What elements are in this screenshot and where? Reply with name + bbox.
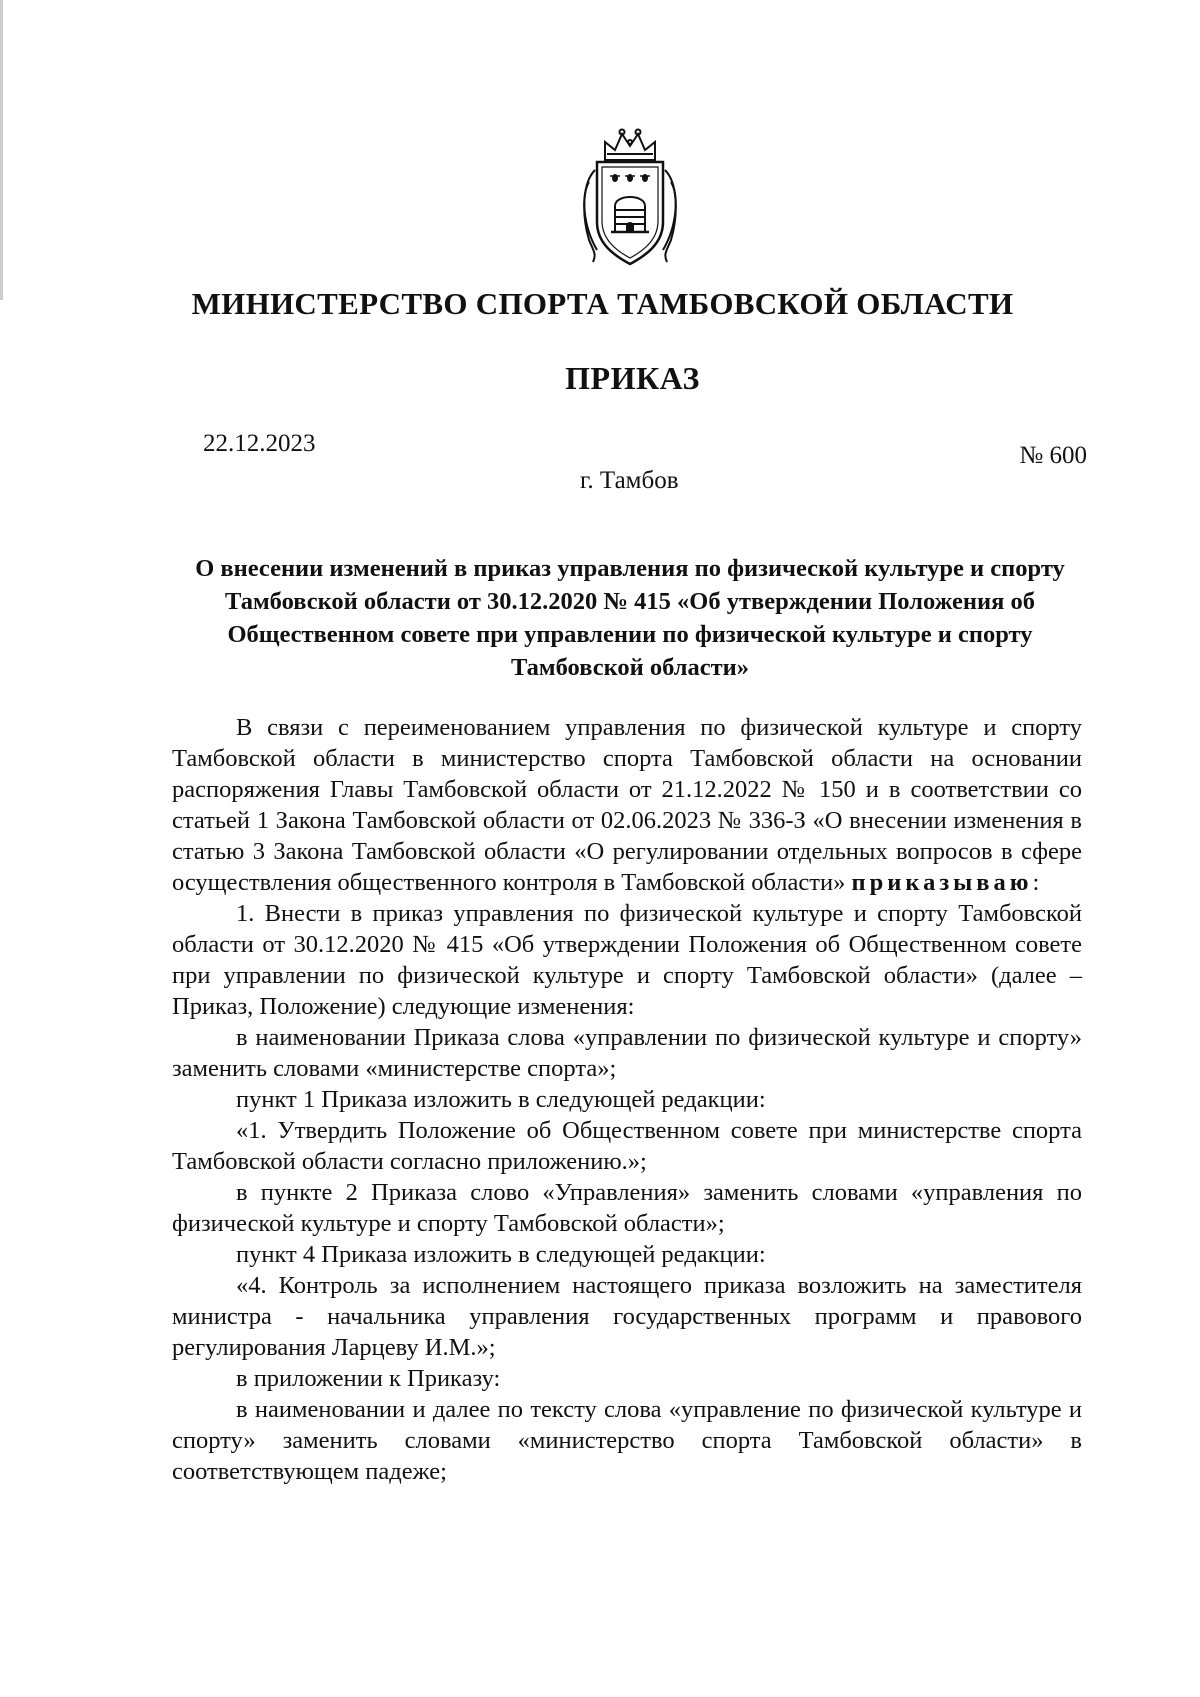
order-number: № 600 — [1019, 442, 1087, 469]
coat-of-arms-icon — [575, 122, 685, 272]
order-word: приказываю — [851, 869, 1033, 896]
body-paragraph: 1. Внести в приказ управления по физической культуре и спорту Тамбовской области от 30.12.2020 № 415 «Об утверждении Положения об Общественном совете при управлении по физической культуре и спорту Тамбовской области» (далее – Приказ, Положение) следующие изменения: — [172, 900, 1082, 1020]
body-paragraph: пункт 1 Приказа изложить в следующей редакции: — [236, 1086, 766, 1113]
intro-text: В связи с переименованием управления по физической культуре и спорту Тамбовской области в министерство спорта Тамбовской области на основании распоряжения Главы Тамбовской области от 21.12.2022 № 150 и в соответствии со статьей 1 Закона Тамбовской области от 02.06.2023 № 336-З «О внесении изменения в статью 3 Закона Тамбовской области «О регулировании отдельных вопросов в сфере осуществления общественного контроля в Тамбовской области» — [172, 714, 1082, 896]
order-body — [172, 712, 1082, 1487]
body-paragraph: «1. Утвердить Положение об Общественном совете при министерстве спорта Тамбовской области согласно приложению.»; — [172, 1117, 1082, 1175]
intro-paragraph: В связи с переименованием управления по физической культуре и спорту Тамбовской области в министерство спорта Тамбовской области на основании распоряжения Главы Тамбовской области от 21.12.2022 № 150 и в соответствии со статьей 1 Закона Тамбовской области от 02.06.2023 № 336-З «О внесении изменения в статью 3 Закона Тамбовской области «О регулировании отдельных вопросов в сфере осуществления общественного контроля в Тамбовской области» приказываю: — [172, 714, 1082, 896]
ministry-title: МИНИСТЕРСТВО СПОРТА ТАМБОВСКОЙ ОБЛАСТИ — [191, 286, 1014, 321]
order-subject: О внесении изменений в приказ управления по физической культуре и спорту Тамбовской области от 30.12.2020 № 415 «Об утверждении Положения об Общественном совете при управлении по физической культуре и спорту Тамбовской области» — [195, 555, 1065, 681]
body-paragraph: в пункте 2 Приказа слово «Управления» заменить словами «управления по физической культуре и спорту Тамбовской области»; — [172, 1179, 1082, 1237]
body-paragraph: в наименовании Приказа слова «управлении по физической культуре и спорту» заменить словами «министерстве спорта»; — [172, 1024, 1082, 1082]
order-city: г. Тамбов — [580, 467, 679, 494]
body-paragraph: пункт 4 Приказа изложить в следующей редакции: — [236, 1241, 766, 1268]
document-type-title: ПРИКАЗ — [565, 360, 700, 396]
scan-edge-line — [0, 0, 3, 300]
body-paragraph: в приложении к Приказу: — [236, 1365, 501, 1392]
body-paragraph: «4. Контроль за исполнением настоящего приказа возложить на заместителя министра - начальника управления государственных программ и правового регулирования Ларцеву И.М.»; — [172, 1272, 1082, 1361]
order-date: 22.12.2023 — [203, 430, 316, 457]
body-paragraph: в наименовании и далее по тексту слова «управление по физической культуре и спорту» заменить словами «министерство спорта Тамбовской области» в соответствующем падеже; — [172, 1396, 1082, 1485]
